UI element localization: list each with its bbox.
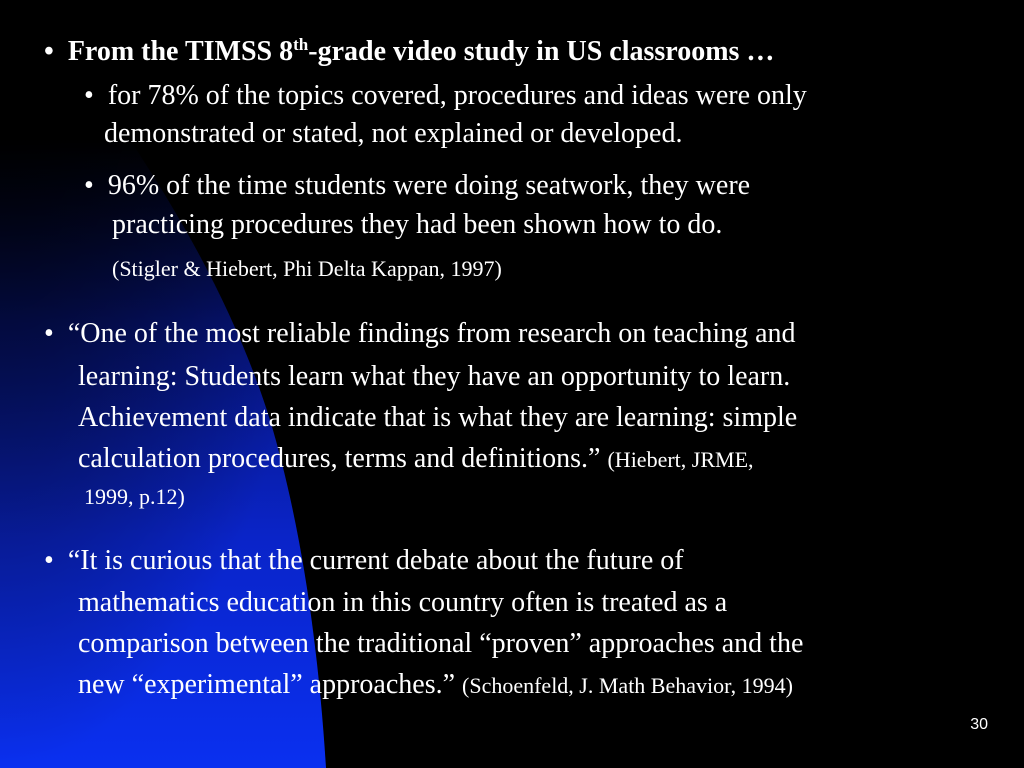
item1-heading-sup: th bbox=[293, 35, 309, 54]
item1-sub2-line1 bbox=[84, 172, 750, 200]
item1-sub1-line1 bbox=[84, 82, 807, 110]
item3-text4: new “experimental” approaches.” bbox=[78, 669, 456, 700]
bullet: • bbox=[44, 545, 54, 576]
item2-line2: learning: Students learn what they have an opportunity to learn. bbox=[78, 361, 791, 392]
item3-line4 bbox=[78, 671, 793, 699]
item1-sub2-line2: practicing procedures they had been shown how to do. bbox=[112, 209, 723, 240]
item2-citation-part2: 1999, p.12) bbox=[84, 484, 185, 509]
page-number: 30 bbox=[970, 716, 988, 733]
item3-text1: “It is curious that the current debate about the future of bbox=[67, 545, 684, 576]
item3-line1 bbox=[44, 547, 684, 575]
item3-line2: mathematics education in this country often is treated as a bbox=[78, 587, 728, 618]
item1-heading-before: From the TIMSS 8 bbox=[67, 36, 294, 67]
bullet: • bbox=[84, 170, 94, 201]
bullet: • bbox=[44, 318, 54, 349]
item3-citation: (Schoenfeld, J. Math Behavior, 1994) bbox=[462, 673, 793, 698]
item2-text1: “One of the most reliable findings from research on teaching and bbox=[67, 318, 796, 349]
bullet: • bbox=[44, 36, 54, 67]
item1-sub1-line2: demonstrated or stated, not explained or developed. bbox=[104, 118, 683, 149]
item2-line1 bbox=[44, 320, 796, 348]
item2-text4: calculation procedures, terms and definitions.” bbox=[78, 443, 601, 474]
bullet: • bbox=[84, 80, 94, 111]
item1-heading-after: -grade video study in US classrooms … bbox=[308, 36, 775, 67]
item1-sub2-text1: 96% of the time students were doing seatwork, they were bbox=[107, 170, 751, 201]
item3-line3: comparison between the traditional “proven” approaches and the bbox=[78, 628, 804, 659]
item1-citation: (Stigler & Hiebert, Phi Delta Kappan, 1997) bbox=[112, 256, 502, 281]
item2-line4 bbox=[78, 445, 754, 473]
item1-heading bbox=[44, 35, 775, 67]
item2-citation-part1: (Hiebert, JRME, bbox=[607, 447, 754, 472]
item2-line3: Achievement data indicate that is what they are learning: simple bbox=[78, 402, 798, 433]
item1-sub1-text1: for 78% of the topics covered, procedures and ideas were only bbox=[107, 80, 807, 111]
